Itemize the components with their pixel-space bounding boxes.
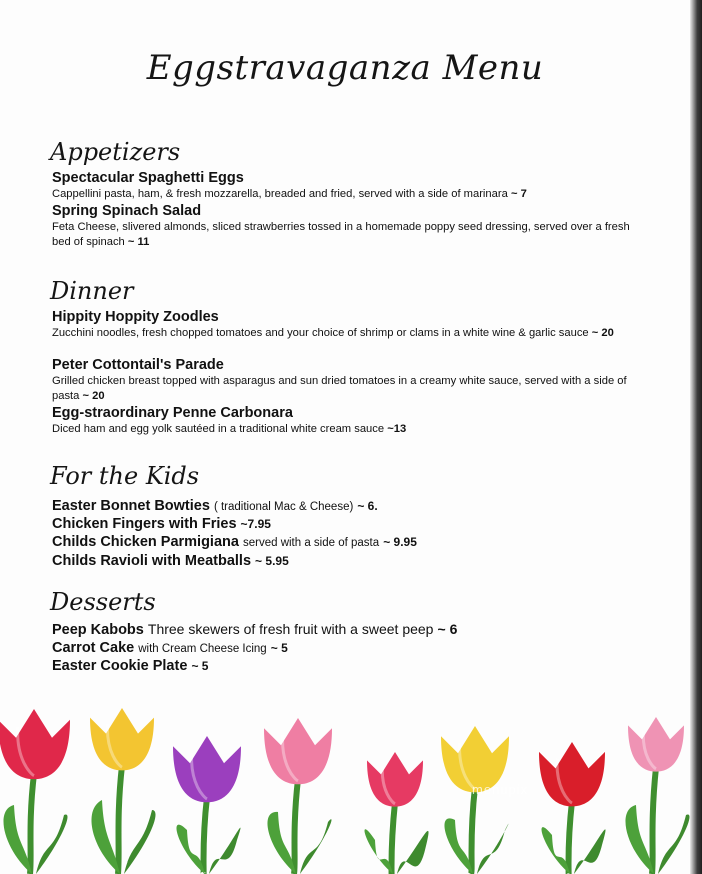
- menu-item: [52, 170, 632, 202]
- item-name: Egg-straordinary Penne Carbonara: [52, 405, 293, 421]
- item-price: ~ 7: [510, 188, 527, 200]
- menu-title: Eggstravaganza Menu: [146, 48, 544, 88]
- item-name: Childs Ravioli with Meatballs: [52, 553, 252, 569]
- item-price: ~ 5: [191, 659, 209, 673]
- item-name: Peep Kabobs: [52, 622, 144, 638]
- menu-item: [52, 533, 632, 552]
- menu-item: [52, 552, 632, 570]
- menu-item: [52, 497, 632, 516]
- menu-item: [52, 357, 632, 404]
- section-heading-appetizers: Appetizers: [50, 138, 181, 166]
- tulip-flower: [173, 736, 241, 874]
- item-price: ~ 20: [591, 327, 614, 339]
- item-price: ~ 5.95: [255, 554, 289, 568]
- page-edge-shadow: [690, 0, 702, 874]
- item-name: Peter Cottontail's Parade: [52, 357, 224, 373]
- menu-item: [52, 405, 632, 437]
- section-heading-desserts: Desserts: [50, 588, 156, 616]
- item-price: ~ 6: [437, 621, 458, 637]
- menu-item: [52, 639, 632, 658]
- item-name: Easter Cookie Plate: [52, 658, 188, 674]
- item-description: Cappellini pasta, ham, & fresh mozzarella, breaded and fried, served with a side of marinara: [52, 188, 508, 200]
- tulip-flower: [264, 718, 332, 874]
- watermark: menupix: [472, 782, 529, 797]
- item-name: Childs Chicken Parmigiana: [52, 534, 239, 550]
- item-description: Diced ham and egg yolk sautéed in a traditional white cream sauce: [52, 423, 385, 435]
- item-price: ~ 11: [127, 236, 150, 248]
- item-note: ( traditional Mac & Cheese): [213, 501, 354, 513]
- tulip-flower: [0, 709, 70, 874]
- item-price: ~ 5: [270, 641, 288, 655]
- item-note: with Cream Cheese Icing: [138, 643, 267, 655]
- item-price: ~ 6.: [357, 499, 378, 513]
- item-name: Chicken Fingers with Fries: [52, 516, 237, 532]
- menu-item: [52, 309, 632, 341]
- menu-item: [52, 203, 632, 250]
- tulip-flower: [539, 742, 606, 874]
- item-price: ~ 20: [82, 390, 105, 402]
- section-heading-dinner: Dinner: [50, 277, 134, 305]
- tulip-border-illustration: [0, 690, 690, 874]
- item-note: served with a side of pasta: [242, 537, 380, 549]
- item-description: Feta Cheese, slivered almonds, sliced strawberries tossed in a homemade poppy seed dressing, served over a fresh bed of spinach: [52, 221, 630, 248]
- item-price: ~ 9.95: [383, 535, 417, 549]
- item-name: Easter Bonnet Bowties: [52, 498, 210, 514]
- item-name: Spectacular Spaghetti Eggs: [52, 170, 244, 186]
- menu-item: [52, 620, 632, 639]
- tulip-flower: [90, 708, 156, 874]
- tulip-flower: [626, 717, 690, 874]
- tulip-flower: [365, 752, 429, 874]
- tulip-flower: [441, 726, 509, 874]
- section-heading-kids: For the Kids: [50, 462, 200, 490]
- item-name: Hippity Hoppity Zoodles: [52, 309, 219, 325]
- item-note: Three skewers of fresh fruit with a sweet peep: [147, 621, 434, 637]
- item-description: Grilled chicken breast topped with asparagus and sun dried tomatoes in a creamy white sauce, served with a side of pasta: [52, 375, 627, 402]
- menu-item: [52, 657, 632, 675]
- item-name: Spring Spinach Salad: [52, 203, 202, 219]
- item-name: Carrot Cake: [52, 640, 135, 656]
- item-price: ~7.95: [240, 517, 271, 531]
- item-description: Zucchini noodles, fresh chopped tomatoes and your choice of shrimp or clams in a white wine & garlic sauce: [52, 327, 589, 339]
- item-price: ~13: [387, 423, 407, 435]
- menu-item: [52, 515, 632, 533]
